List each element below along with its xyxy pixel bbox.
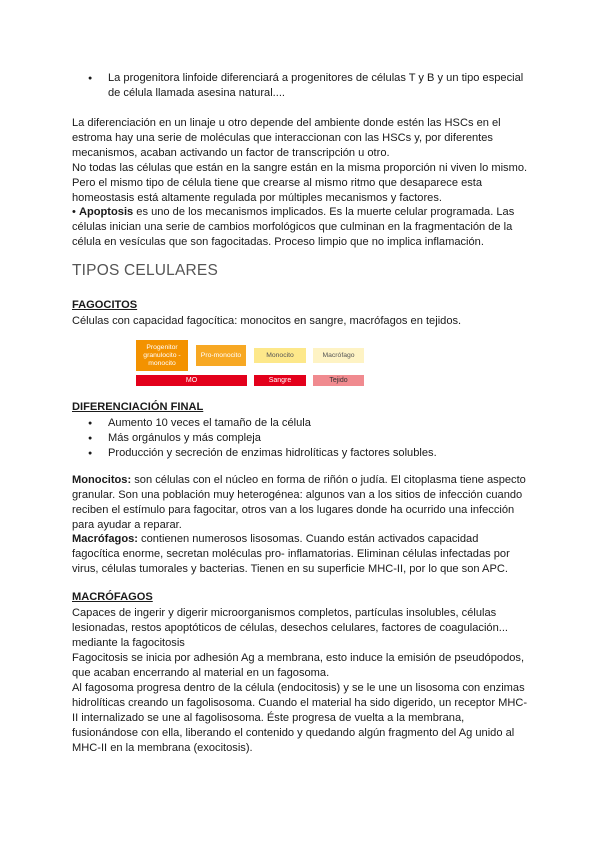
fagocitos-heading: FAGOCITOS — [72, 299, 138, 311]
monocitos-term: Monocitos: — [72, 474, 132, 486]
intro-paragraph-hsc: La diferenciación en un linaje u otro depende del ambiente donde estén las HSCs en el estroma hay una serie de moléculas que interaccionan con las HSCs y, por diferentes mecanismos, acaban activando un factor de transcripción u otro. — [72, 117, 501, 159]
monocitos-text: son células con el núcleo en forma de riñón o judía. El citoplasma tiene aspecto granular. Son una población muy heterogénea: algunos van a los sitios de infección cuando reciben el estímulo para fagocitar, otros van a los lugares donde ha ocurrido una infección para ayudar a reparar. — [72, 474, 526, 531]
monocitos-paragraph — [72, 473, 528, 533]
apoptosis-bullet: • — [72, 206, 79, 218]
section-title: TIPOS CELULARES — [72, 262, 218, 279]
macrofagos-paragraph-3: Al fagosoma progresa dentro de la célula (endocitosis) y se le une un lisosoma con enzimas hidrolíticas creando un fagolisosoma. Cuando el material ha sido digerido, un receptor MHC-II internalizado se une al fagolisosoma. Éste progresa de vuelta a la membrana, fusionándose con ella, liberando el contenido y quedando algún fragmento del Ag unido al MHC-II en la membrana (exocitosis). — [72, 682, 528, 754]
macrofagos-def-paragraph — [72, 532, 528, 577]
list-item: ● Aumento 10 veces el tamaño de la célula — [72, 416, 528, 431]
bar-sangre: Sangre — [254, 375, 306, 386]
apoptosis-paragraph — [72, 205, 528, 250]
intro-paragraph-homeostasis: No todas las células que están en la sangre están en la misma proporción ni viven lo mismo. Pero el mismo tipo de célula tiene que crearse al mismo ritmo que desaparece esta homeostasis está altamente regulada por múltiples mecanismos y factores. — [72, 162, 528, 204]
list-item: ● La progenitora linfoide diferenciará a progenitores de células T y B y un tipo especial de célula llamada asesina natural.... — [72, 71, 528, 101]
bar-mo: MO — [136, 375, 247, 386]
monocyte-lineage-diagram — [136, 340, 368, 388]
bar-tejido: Tejido — [313, 375, 364, 386]
list-item: ● Producción y secreción de enzimas hidrolíticas y factores solubles. — [72, 446, 528, 461]
macrofagos-paragraph-2: Fagocitosis se inicia por adhesión Ag a membrana, esto induce la emisión de pseudópodos, que acaban encerrando al material en un fagosoma. — [72, 652, 525, 679]
macrofagos-def-text: contienen numerosos lisosomas. Cuando están activados capacidad fagocítica enorme, secretan moléculas pro- inflamatorias. Eliminan células infectadas por virus, células tumorales y bacterias. Tienen en su superficie MHC-II, por lo que son APC. — [72, 533, 510, 575]
list-item: ● Más orgánulos y más compleja — [72, 431, 528, 446]
diferenciacion-list — [72, 416, 528, 461]
macrofagos-paragraph-1: Capaces de ingerir y digerir microorganismos completos, partículas insolubles, células lesionadas, restos apoptóticos de células, desechos celulares, factores de coagulación... mediante la fagocitosis — [72, 607, 508, 649]
box-macrofago: Macrófago — [313, 348, 364, 363]
top-bullet-list — [72, 71, 528, 101]
apoptosis-term: Apoptosis — [78, 206, 134, 218]
box-promonocito: Pro-monocito — [196, 345, 246, 366]
fagocitos-text: Células con capacidad fagocítica: monocitos en sangre, macrófagos en tejidos. — [72, 315, 462, 327]
box-progenitor: Progenitor granulocito -monocito — [136, 340, 188, 371]
box-monocito: Monocito — [254, 348, 306, 363]
apoptosis-text: es uno de los mecanismos implicados. Es la muerte celular programada. Las células inician una serie de cambios morfológicos que culminan en la fragmentación de la célula en vesículas que son fagocitadas. Proceso limpio que no implica inflamación. — [72, 206, 515, 248]
macrofagos-heading: MACRÓFAGOS — [72, 591, 153, 603]
diferenciacion-heading: DIFERENCIACIÓN FINAL — [72, 401, 204, 413]
macrofagos-term: Macrófagos: — [72, 533, 138, 545]
